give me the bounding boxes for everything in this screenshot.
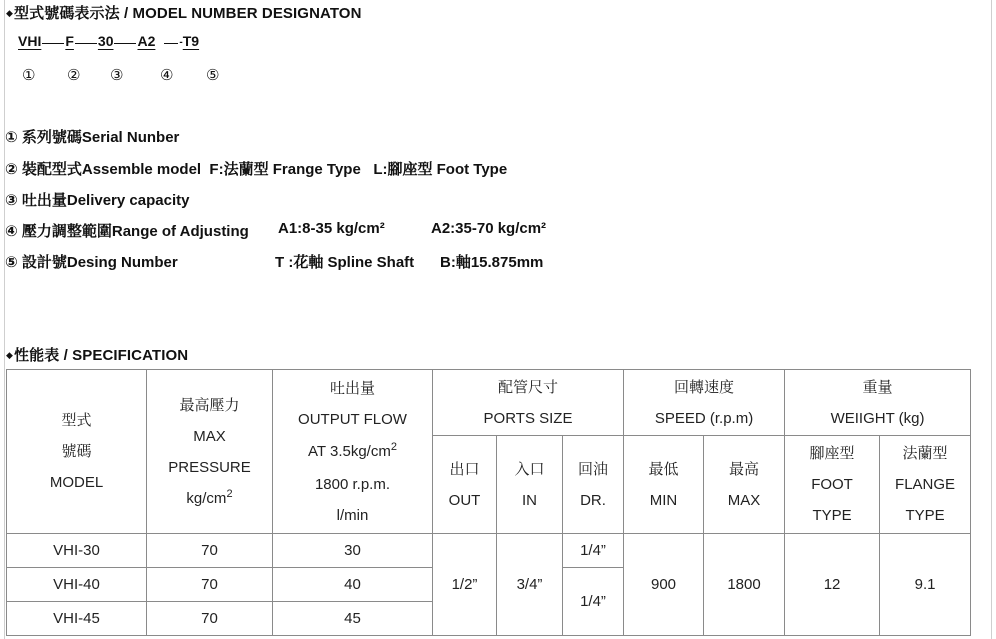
desc-range-adjusting xyxy=(5,220,547,241)
diamond-bullet-icon: ◆ xyxy=(6,350,14,360)
cell-model: VHI-45 xyxy=(7,602,147,636)
cell-port-dr-top: 1/4” xyxy=(563,534,624,568)
code-part-1: VHI xyxy=(18,33,42,49)
cell-pressure: 70 xyxy=(147,534,273,568)
cell-weight-foot: 12 xyxy=(785,534,880,636)
cell-speed-min: 900 xyxy=(624,534,704,636)
header-max-pressure: 最高壓力 MAX PRESSURE $kg/cm^2$ xyxy=(147,370,273,534)
code-part-2: F xyxy=(65,33,74,49)
page-border-left xyxy=(4,0,5,639)
range-option-a1: A1:8-35 kg/cm² xyxy=(278,220,385,237)
desc-design-number xyxy=(5,251,544,272)
header-speed-min: 最低 MIN xyxy=(624,436,704,534)
cell-port-out: 1/2” xyxy=(433,534,497,636)
header-ports-size: 配管尺寸 PORTS SIZE xyxy=(433,370,624,436)
code-part-5: T9 xyxy=(182,33,200,49)
header-speed-max: 最高 MAX xyxy=(704,436,785,534)
model-designation-heading xyxy=(6,2,362,23)
cell-port-in: 3/4” xyxy=(497,534,563,636)
desc-assemble-model: ② 裝配型式Assemble model F:法蘭型 Frange Type L:腳座型 Foot Type xyxy=(5,161,508,178)
code-dash xyxy=(114,43,136,44)
cell-port-dr-bottom: 1/4” xyxy=(563,568,624,636)
page-border-right xyxy=(991,0,992,639)
header-speed: 回轉速度 SPEED (r.p.m) xyxy=(624,370,785,436)
cell-pressure: 70 xyxy=(147,568,273,602)
diamond-bullet-icon: ◆ xyxy=(6,8,14,18)
marker-4: ④ xyxy=(160,67,174,84)
desc-design-number-label: ⑤ 設計號Desing Number xyxy=(5,254,178,271)
header-port-dr: 回油 DR. xyxy=(563,436,624,534)
desc-serial-number: ① 系列號碼Serial Nunber xyxy=(5,129,180,146)
cell-speed-max: 1800 xyxy=(704,534,785,636)
range-option-a2: A2:35-70 kg/cm² xyxy=(431,220,547,237)
code-dash xyxy=(42,43,64,44)
desc-delivery-capacity: ③ 吐出量Delivery capacity xyxy=(5,192,190,209)
design-option-b: B:軸15.875mm xyxy=(440,254,544,271)
model-designation-title: 型式號碼表示法 / MODEL NUMBER DESIGNATON xyxy=(14,5,362,22)
code-dash xyxy=(164,43,178,44)
marker-3: ③ xyxy=(110,67,124,84)
code-dash xyxy=(75,43,97,44)
marker-5: ⑤ xyxy=(206,67,220,84)
specification-heading xyxy=(6,344,188,365)
header-output-flow: 吐出量 OUTPUT FLOW AT $3.5kg/cm^2$ 1800 r.p.m. l/min xyxy=(273,370,433,534)
marker-2: ② xyxy=(67,67,81,84)
header-weight: 重量 WEIIGHT (kg) xyxy=(785,370,971,436)
design-option-t: T :花軸 Spline Shaft xyxy=(275,254,415,271)
header-model: 型式 號碼 MODEL xyxy=(7,370,147,534)
code-part-3: 30 xyxy=(97,33,114,49)
header-port-in: 入口 IN xyxy=(497,436,563,534)
header-weight-foot: 腳座型 FOOT TYPE xyxy=(785,436,880,534)
table-row xyxy=(7,534,971,568)
header-weight-flange: 法蘭型 FLANGE TYPE xyxy=(880,436,971,534)
header-port-out: 出口 OUT xyxy=(433,436,497,534)
model-code: VHI F 30 A2 -T9 xyxy=(18,33,200,49)
cell-pressure: 70 xyxy=(147,602,273,636)
cell-weight-flange: 9.1 xyxy=(880,534,971,636)
specification-title: 性能表 / SPECIFICATION xyxy=(14,347,189,364)
specification-table xyxy=(6,369,971,636)
cell-flow: 30 xyxy=(273,534,433,568)
marker-1: ① xyxy=(22,67,36,84)
cell-model: VHI-40 xyxy=(7,568,147,602)
cell-flow: 40 xyxy=(273,568,433,602)
cell-model: VHI-30 xyxy=(7,534,147,568)
desc-range-adjusting-label: ④ 壓力調整範圍Range of Adjusting xyxy=(5,223,249,240)
code-part-4: A2 xyxy=(137,33,156,49)
cell-flow: 45 xyxy=(273,602,433,636)
